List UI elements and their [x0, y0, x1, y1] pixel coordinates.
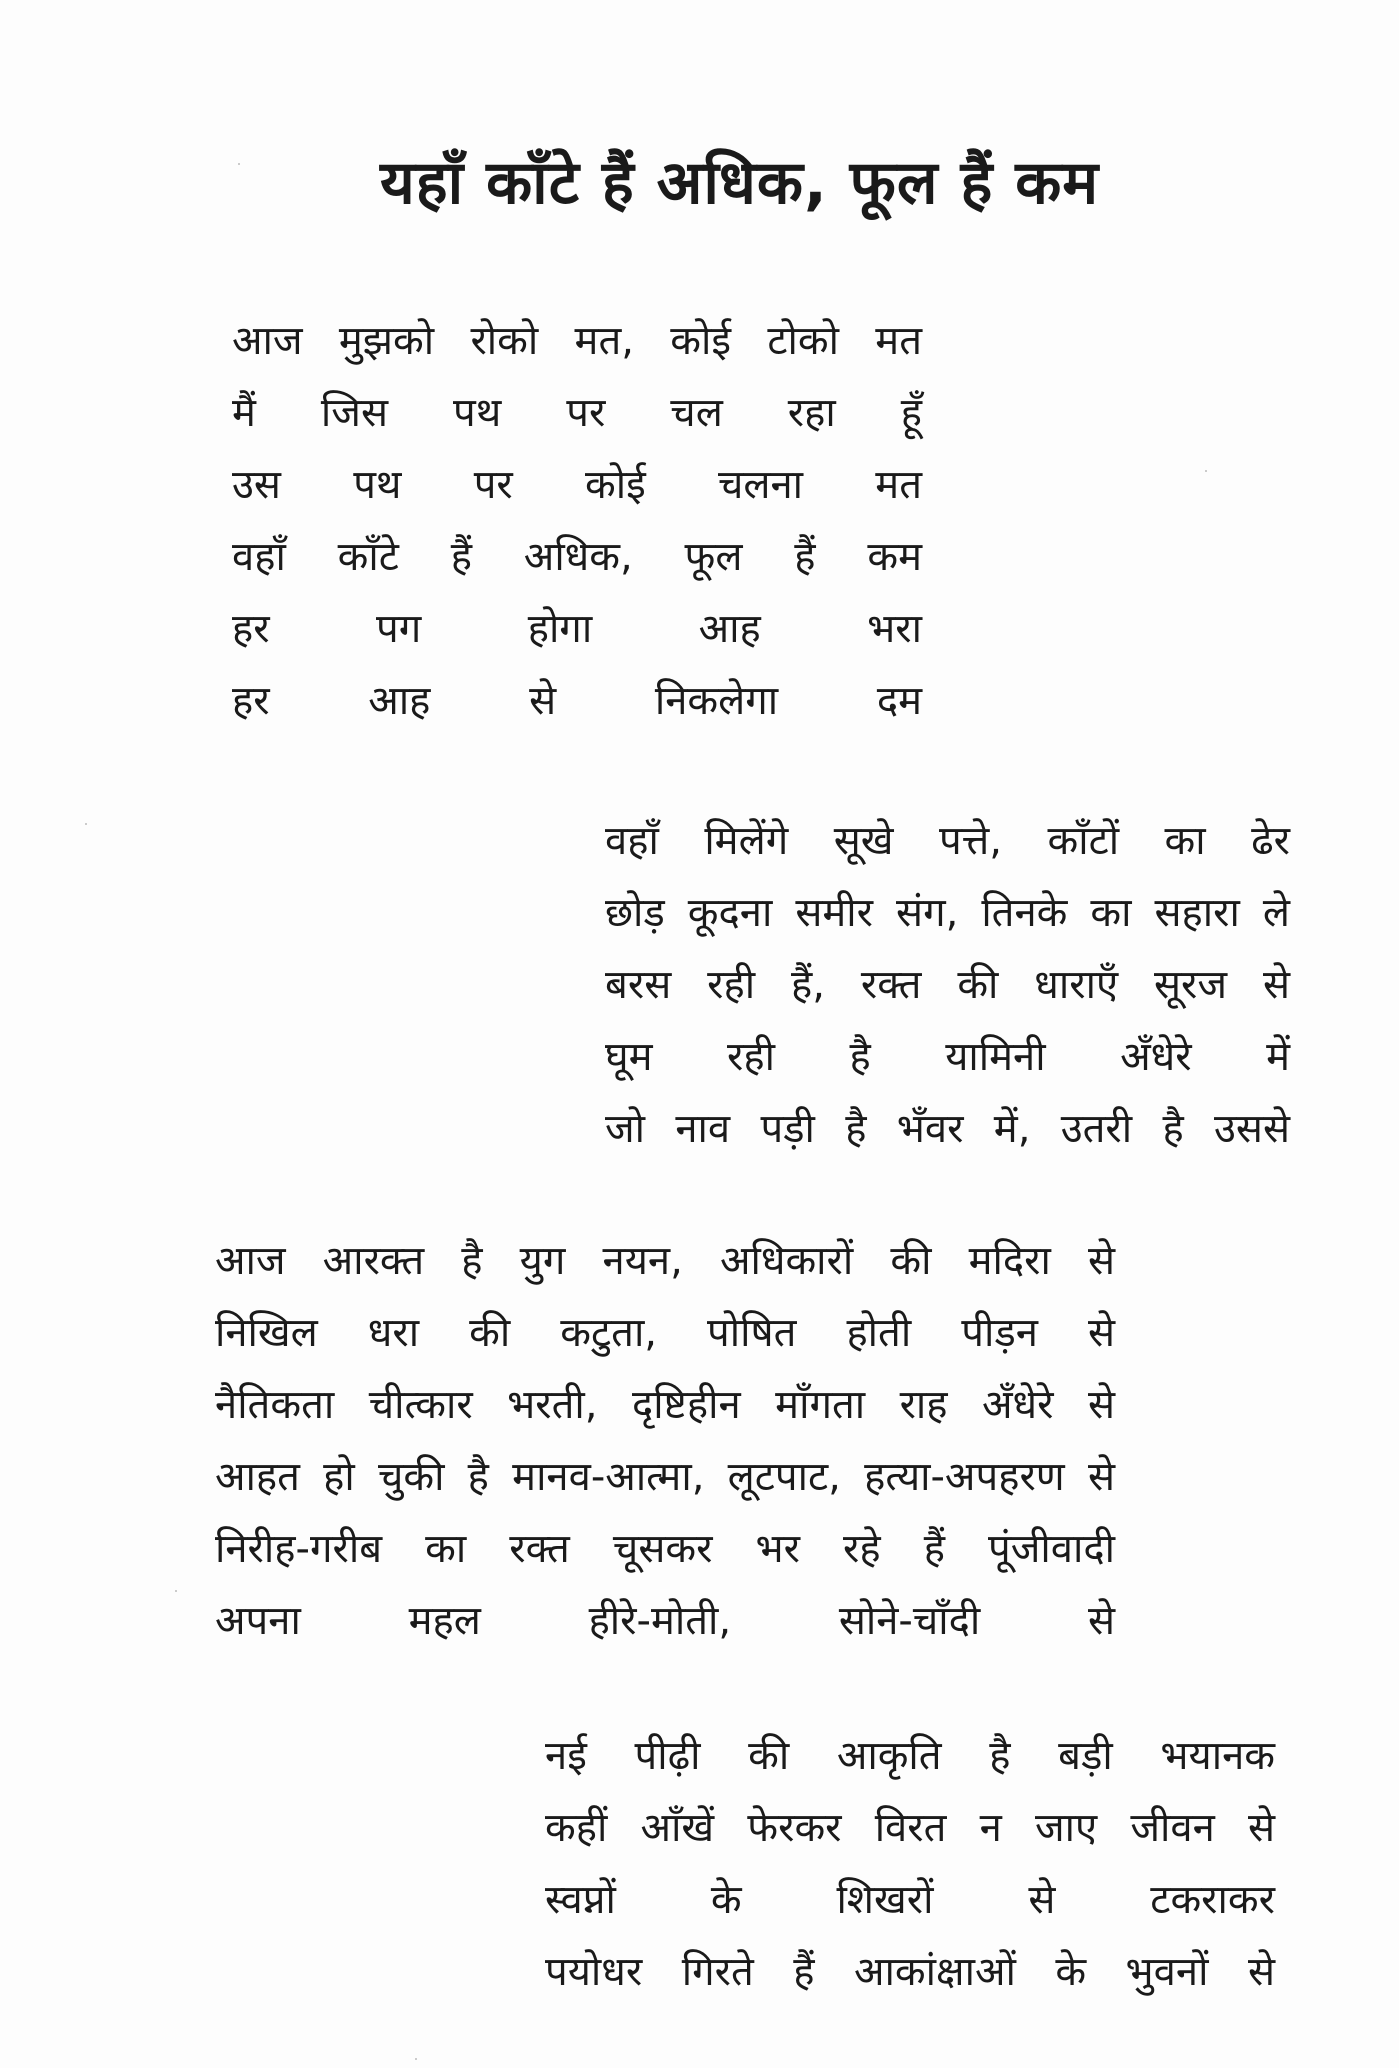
- poem-line: हर पग होगा आह भरा: [232, 606, 922, 652]
- poem-line: पयोधर गिरते हैं आकांक्षाओं के भुवनों से: [545, 1949, 1275, 1995]
- poem-line: जो नाव पड़ी है भँवर में, उतरी है उससे: [605, 1106, 1290, 1152]
- poem-line: उस पथ पर कोई चलना मत: [232, 462, 922, 508]
- scan-speck: [238, 163, 240, 165]
- stanza-4: [545, 1720, 1275, 2008]
- poem-line: निरीह-गरीब का रक्त चूसकर भर रहे हैं पूंजीवादी: [215, 1526, 1115, 1572]
- stanza-2: [605, 805, 1290, 1165]
- scan-speck: [85, 823, 87, 825]
- poem-line: बरस रही हैं, रक्त की धाराएँ सूरज से: [605, 962, 1290, 1008]
- stanza-1: [232, 305, 922, 737]
- poem-line: नैतिकता चीत्कार भरती, दृष्टिहीन माँगता राह अँधेरे से: [215, 1382, 1115, 1428]
- poem-line: अपना महल हीरे-मोती, सोने-चाँदी से: [215, 1598, 1115, 1644]
- stanza-3: [215, 1225, 1115, 1657]
- poem-line: छोड़ कूदना समीर संग, तिनके का सहारा ले: [605, 890, 1290, 936]
- poem-line: आज आरक्त है युग नयन, अधिकारों की मदिरा से: [215, 1238, 1115, 1284]
- scan-speck: [1205, 470, 1207, 472]
- poem-line: कहीं आँखें फेरकर विरत न जाए जीवन से: [545, 1805, 1275, 1851]
- poem-line: मैं जिस पथ पर चल रहा हूँ: [232, 390, 922, 436]
- poem-line: स्वप्नों के शिखरों से टकराकर: [545, 1877, 1275, 1923]
- poem-line: घूम रही है यामिनी अँधेरे में: [605, 1034, 1290, 1080]
- scan-speck: [415, 2058, 417, 2060]
- poem-line: वहाँ मिलेंगे सूखे पत्ते, काँटों का ढेर: [605, 818, 1290, 864]
- poem-line: नई पीढ़ी की आकृति है बड़ी भयानक: [545, 1733, 1275, 1779]
- poem-line: निखिल धरा की कटुता, पोषित होती पीड़न से: [215, 1310, 1115, 1356]
- poem-line: आज मुझको रोको मत, कोई टोको मत: [232, 318, 922, 364]
- poem-line: आहत हो चुकी है मानव-आत्मा, लूटपाट, हत्या-अपहरण से: [215, 1454, 1115, 1500]
- poem-title: यहाँ काँटे हैं अधिक, फूल हैं कम: [380, 148, 1100, 218]
- scan-speck: [175, 1590, 177, 1592]
- poem-line: हर आह से निकलेगा दम: [232, 678, 922, 724]
- poem-line: वहाँ काँटे हैं अधिक, फूल हैं कम: [232, 534, 922, 580]
